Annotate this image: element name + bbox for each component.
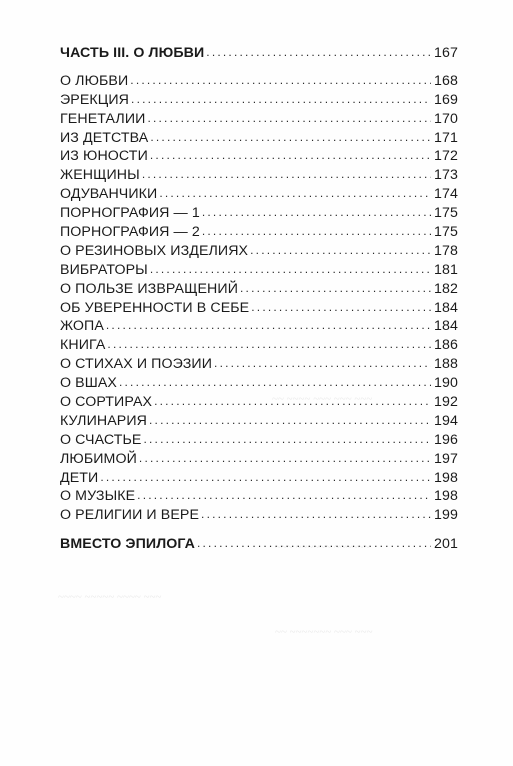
dot-leader — [202, 222, 431, 241]
toc-entry-title: ВИБРАТОРЫ — [60, 261, 148, 278]
toc-entry-list — [60, 72, 458, 525]
toc-entry-page: 172 — [434, 148, 458, 165]
toc-entry[interactable] — [60, 355, 458, 374]
toc-entry-title: О ЛЮБВИ — [60, 72, 129, 89]
toc-entry-page: 196 — [434, 431, 458, 448]
toc-entry-title: О СТИХАХ И ПОЭЗИИ — [60, 356, 213, 373]
toc-entry-page: 175 — [434, 205, 458, 222]
toc-entry-title: ОБ УВЕРЕННОСТИ В СЕБЕ — [60, 299, 250, 316]
toc-entry[interactable] — [60, 242, 458, 261]
dot-leader — [147, 109, 431, 128]
toc-entry[interactable] — [60, 129, 458, 148]
dot-leader — [154, 392, 431, 411]
toc-entry-page: 184 — [434, 299, 458, 316]
toc-entry-title: ЛЮБИМОЙ — [60, 450, 137, 467]
toc-entry-title: ЭРЕКЦИЯ — [60, 91, 130, 108]
dot-leader — [119, 373, 431, 392]
toc-entry-title: ЖОПА — [60, 318, 104, 335]
toc-entry-page: 168 — [434, 72, 458, 89]
toc-part-page: 167 — [434, 45, 458, 61]
toc-entry-title: ДЕТИ — [60, 469, 99, 486]
toc-entry-page: 178 — [434, 242, 458, 259]
toc-entry-page: 171 — [434, 129, 458, 146]
toc-entry-title: КУЛИНАРИЯ — [60, 412, 147, 429]
toc-entry-page: 169 — [434, 91, 458, 108]
toc-entry[interactable] — [60, 261, 458, 280]
dot-leader — [143, 430, 431, 449]
toc-entry[interactable] — [60, 317, 458, 336]
toc-part-title: ЧАСТЬ III. О ЛЮБВИ — [60, 45, 205, 61]
dot-leader — [142, 165, 431, 184]
toc-entry[interactable] — [60, 469, 458, 488]
dot-leader — [130, 71, 431, 90]
toc-entry[interactable] — [60, 280, 458, 299]
dot-leader — [202, 203, 431, 222]
toc-entry-title: О СОРТИРАХ — [60, 394, 153, 411]
dot-leader — [159, 184, 431, 203]
toc-entry-title: О РЕЗИНОВЫХ ИЗДЕЛИЯХ — [60, 242, 249, 259]
toc-entry[interactable] — [60, 223, 458, 242]
toc-epilogue-page: 201 — [434, 536, 458, 553]
toc-entry-title: О МУЗЫКЕ — [60, 488, 136, 505]
toc-entry[interactable] — [60, 299, 458, 318]
toc-entry-page: 198 — [434, 488, 458, 505]
toc-epilogue[interactable] — [60, 535, 458, 554]
toc-entry[interactable] — [60, 185, 458, 204]
toc-entry-title: О ВШАХ — [60, 375, 117, 392]
toc-entry[interactable] — [60, 204, 458, 223]
toc-entry-title: О РЕЛИГИИ И ВЕРЕ — [60, 507, 200, 524]
toc-entry-page: 184 — [434, 318, 458, 335]
toc-entry[interactable] — [60, 393, 458, 412]
toc-entry-title: ЖЕНЩИНЫ — [60, 167, 140, 184]
toc-entry[interactable] — [60, 450, 458, 469]
dot-leader — [131, 90, 431, 109]
toc-entry-title: ОДУВАНЧИКИ — [60, 186, 158, 203]
toc-entry-title: О СЧАСТЬЕ — [60, 431, 142, 448]
dot-leader — [250, 241, 431, 260]
toc-entry[interactable] — [60, 374, 458, 393]
table-of-contents — [60, 44, 458, 554]
toc-entry-page: 198 — [434, 469, 458, 486]
toc-entry-title: ИЗ ДЕТСТВА — [60, 129, 149, 146]
toc-entry-page: 190 — [434, 375, 458, 392]
dot-leader — [206, 43, 431, 62]
toc-entry-page: 192 — [434, 394, 458, 411]
dot-leader — [149, 411, 431, 430]
toc-entry-page: 188 — [434, 356, 458, 373]
toc-entry[interactable] — [60, 72, 458, 91]
toc-entry-page: 182 — [434, 280, 458, 297]
bleed-through-text: ~~~ ~~~~~~ ~~~~~~ — [275, 541, 370, 553]
toc-entry[interactable] — [60, 487, 458, 506]
toc-entry-page: 174 — [434, 186, 458, 203]
toc-entry-page: 170 — [434, 110, 458, 127]
dot-leader — [240, 279, 431, 298]
toc-entry-title: ГЕНЕТАЛИИ — [60, 110, 146, 127]
dot-leader — [150, 260, 431, 279]
toc-entry[interactable] — [60, 166, 458, 185]
toc-entry[interactable] — [60, 431, 458, 450]
toc-entry-page: 199 — [434, 507, 458, 524]
toc-entry-title: ПОРНОГРАФИЯ — 2 — [60, 224, 200, 241]
dot-leader — [197, 534, 431, 553]
toc-entry[interactable] — [60, 506, 458, 525]
dot-leader — [100, 468, 431, 487]
toc-entry-title: КНИГА — [60, 337, 106, 354]
toc-epilogue-title: ВМЕСТО ЭПИЛОГА — [60, 536, 195, 553]
toc-entry-title: ИЗ ЮНОСТИ — [60, 148, 148, 165]
dot-leader — [150, 146, 431, 165]
dot-leader — [139, 449, 431, 468]
bleed-through-text: ~~~~ ~~~~~ ~~~~ ~~~ — [58, 591, 162, 603]
toc-entry[interactable] — [60, 147, 458, 166]
toc-entry[interactable] — [60, 110, 458, 129]
toc-entry[interactable] — [60, 412, 458, 431]
bleed-through-text: ~~ ~~~~ ~~~ ~~~ ~~~ — [272, 393, 373, 405]
bleed-through-text: ~~ ~~~~~~~ ~~~ ~~~ — [275, 626, 373, 638]
toc-entry-page: 194 — [434, 412, 458, 429]
toc-entry-title: О ПОЛЬЗЕ ИЗВРАЩЕНИЙ — [60, 280, 238, 297]
dot-leader — [214, 354, 431, 373]
toc-entry-page: 181 — [434, 261, 458, 278]
toc-entry-page: 197 — [434, 450, 458, 467]
dot-leader — [251, 298, 431, 317]
dot-leader — [106, 316, 431, 335]
toc-entry-page: 175 — [434, 224, 458, 241]
dot-leader — [107, 335, 431, 354]
toc-entry-page: 186 — [434, 337, 458, 354]
toc-entry-page: 173 — [434, 167, 458, 184]
toc-entry-title: ПОРНОГРАФИЯ — 1 — [60, 205, 200, 222]
dot-leader — [150, 128, 431, 147]
dot-leader — [201, 505, 431, 524]
dot-leader — [137, 486, 431, 505]
toc-part-heading[interactable] — [60, 44, 458, 63]
toc-entry[interactable] — [60, 91, 458, 110]
toc-entry[interactable] — [60, 336, 458, 355]
